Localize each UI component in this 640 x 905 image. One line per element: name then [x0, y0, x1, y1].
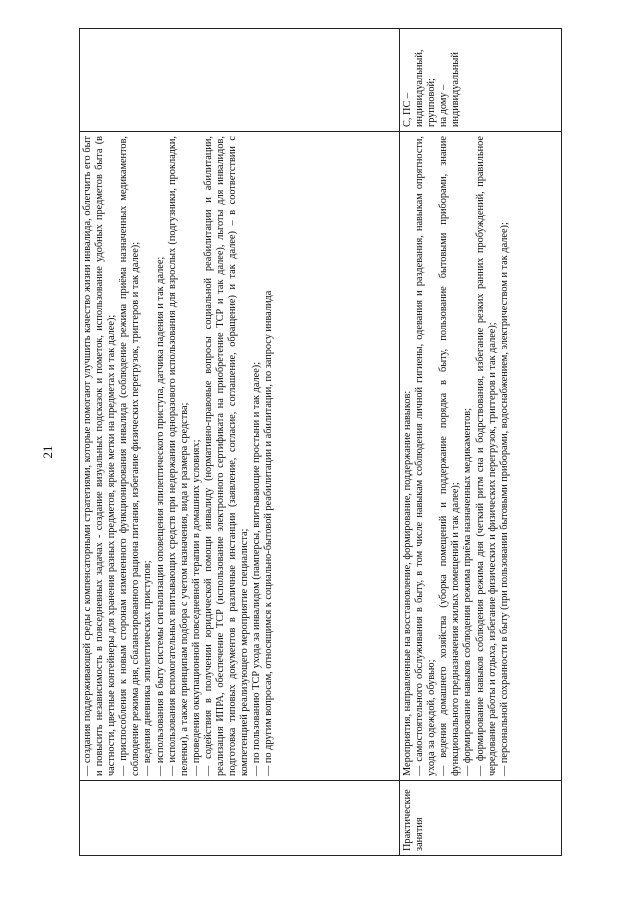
form-line: индивидуальный,	[414, 49, 426, 127]
list-item: — использования вспомогательных впитывающих средств при недержании одноразового использования для взрослых (подгузники, прокладки, пеленки), а также принципам подбора с учетом назначения, вида и размера средства;	[166, 136, 190, 776]
list-item: — по пользованию ТСР ухода за инвалидом (памперсы, впитывающие простыни и так далее);	[251, 361, 263, 776]
table-row	[400, 29, 562, 856]
section-cell	[80, 781, 400, 856]
rotated-table-container	[79, 32, 561, 856]
list-item: — проведения оккупационной повседневной терапии в домашних условиях;	[190, 439, 202, 776]
table-row	[80, 29, 400, 856]
list-item: — персональной сохранности в быту (при пользовании бытовыми приборами, водоснабжением, электричеством и так далее);	[498, 222, 510, 776]
list-item: — ведения домашнего хозяйства (уборка помещений и поддержание порядка в быту, пользование бытовыми приборами, знание функционального предназначения жилых помещений и так далее);	[438, 136, 462, 776]
list-item: — использования в быту системы сигнализации оповещения эпилептического приступа, датчика падения и так далее;	[154, 256, 166, 776]
list-item: — по другим вопросам, относящимся к социально-бытовой реабилитации и абилитации, по запросу инвалида	[263, 290, 275, 776]
list-item: Мероприятия, направленные на восстановление, формирование, поддержание навыков:	[402, 390, 413, 776]
list-item: — самостоятельного обслуживания в быту, в том числе навыкам соблюдения личной гигиены, одевания и раздевания, навыкам опрятности, ухода за одеждой, обувью;	[414, 136, 438, 776]
forms-cell	[400, 29, 562, 132]
form-line: индивидуальный	[450, 52, 462, 127]
list-item: — ведения дневника эпилептических приступов;	[142, 560, 154, 776]
measures-cell	[80, 132, 400, 781]
form-line: на дому –	[438, 84, 450, 127]
list-item: — формирование навыков соблюдения режима дня (четкий ритм сна и бодрствования, избегание резких ранних пробуждений, правильное чередование работы и отдыха, избегание физических и физических перегрузок, триггеров и так далее);	[474, 136, 498, 776]
list-item: — приспособления к новым сторонам измененного функционирования инвалида (соблюдение режима приёма назначенных медикаментов, соблюдение режима дня, сбалансированного рациона питания, избегание физических перегрузок, триггеров и так далее);	[118, 136, 142, 776]
list-item: — содействия в получении юридической помощи инвалиду (нормативно-правовые вопросы социальной реабилитации и абилитации, реализация ИПРА, обеспечение ТСР (использование электронного сертификата на приобретение ТСР и так далее), льготы для инвалидов, подготовка типовых документов в различные инстанции (заявление, согласие, соглашение, обращение) и так далее) – в соответствии с компетенцией реализующего мероприятие специалиста;	[202, 136, 251, 776]
rehabilitation-measures-table	[79, 28, 562, 856]
section-cell: Практические занятия	[400, 781, 562, 856]
measures-cell	[400, 132, 562, 781]
form-line: С, ПС –	[402, 92, 413, 127]
forms-cell	[80, 29, 400, 132]
form-line: групповой;	[426, 78, 438, 127]
list-item: — формирование навыков соблюдения режима приёма назначенных медикаментов;	[462, 408, 474, 776]
page-number: 21	[40, 445, 55, 459]
list-item: — создания поддерживающей среды с компенсаторными стратегиями, которые помогают улучшить качество жизни инвалида, облегчить его быт и повысить независимость в повседневных задачах - создание визуальных подсказок и пометок, использование удобных предметов быта (в частности, цветные контейнеры для хранения разных предметов, яркие метки на предметах и так далее);	[82, 136, 118, 776]
